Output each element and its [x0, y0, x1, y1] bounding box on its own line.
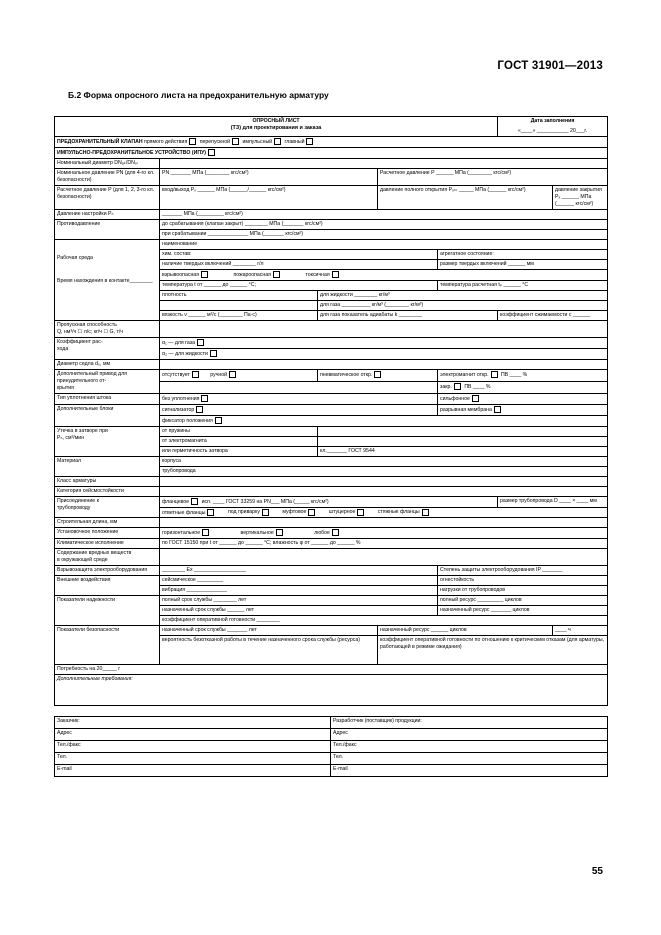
- table-row: [55, 717, 608, 729]
- mounting-position-cell: [160, 528, 608, 539]
- standard-header: ГОСТ 31901—2013: [497, 60, 603, 72]
- checkbox-vertical[interactable]: [276, 529, 283, 536]
- aux-drive-electromagnet-cell: [438, 369, 608, 381]
- reliability-full-life[interactable]: полный срок службы ________ лет: [160, 596, 438, 606]
- harmful-line2: в окружающей среде: [57, 557, 108, 564]
- aux-drive-manual-label: ручной: [210, 371, 228, 378]
- leakage-line2: Рₙ, см³/мин: [57, 434, 85, 441]
- table-row: [55, 168, 608, 185]
- fill-date-label: Дата заполнения: [530, 118, 575, 124]
- aux-drive-none-label: отсутствует: [162, 371, 190, 378]
- table-row: [55, 566, 608, 576]
- checkbox-stem-none[interactable]: [201, 395, 208, 402]
- checkbox-stem-bellow[interactable]: [472, 395, 479, 402]
- media-density-label: плотность: [160, 290, 318, 300]
- checkbox-fire-hazard[interactable]: [273, 271, 280, 278]
- stem-seal-none-label: без уплотнения: [162, 395, 200, 402]
- media-state[interactable]: агрегатное состояние:: [438, 249, 608, 259]
- checkbox-position-fixer[interactable]: [215, 417, 222, 424]
- checkbox-horizontal[interactable]: [202, 529, 209, 536]
- section-title: Б.2 Форма опросного листа на предохранительную арматуру: [68, 90, 329, 100]
- form-title-line2: (ТЗ) для проектирования и заказа: [230, 125, 322, 132]
- extra-signal-label: сигнализатор: [162, 406, 195, 413]
- table-row: [55, 518, 608, 528]
- design-pressure-value[interactable]: Расчетное давление Р ______ МПа (________ кгс/см²): [378, 168, 608, 185]
- mounting-any-label: любое: [314, 530, 330, 537]
- checkbox-coef-liquid[interactable]: [210, 350, 217, 357]
- media-chem-composition[interactable]: хим. состав:: [160, 249, 438, 259]
- table-row: [55, 576, 608, 586]
- harmful-line1: Содержание вредных веществ: [57, 550, 132, 557]
- extra-blocks-label: Дополнительные блоки: [55, 404, 160, 426]
- capacity-label: [55, 320, 160, 337]
- connection-line2: трубопроводу: [57, 504, 91, 511]
- table-row: [55, 675, 608, 706]
- connection-flange-pn[interactable]: на PN___ МПа (_____ кгс/см²): [256, 498, 329, 505]
- table-row: [55, 539, 608, 549]
- working-media-title: Рабочая среда: [57, 254, 93, 261]
- mounting-vertical-label: вертикальное: [240, 530, 274, 537]
- working-media-label: [55, 239, 160, 320]
- checkbox-drive-pneumatic[interactable]: [374, 371, 381, 378]
- stem-seal-bellow-label: сильфонное: [440, 395, 470, 402]
- media-toxic-label: токсичная: [305, 271, 330, 278]
- media-explosive-label: взрывоопасная: [162, 271, 200, 278]
- discharge-coefficient-liquid-label: α₂ — для жидкости: [162, 350, 208, 357]
- extra-membrane-cell: [438, 404, 608, 415]
- table-row: [55, 476, 608, 486]
- valve-type-opt4: главный: [284, 138, 305, 145]
- checkbox-toxic[interactable]: [332, 271, 339, 278]
- leakage-spring-cell[interactable]: от пружины: [160, 426, 318, 436]
- safety-failure-free-probability[interactable]: вероятность безотказной работы в течение назначенного срока службы (ресурса): [160, 636, 378, 665]
- media-hazard-row: [160, 270, 608, 281]
- media-compressibility[interactable]: коэффициент сжимаемости с ______: [498, 310, 608, 320]
- leakage-class-value[interactable]: кл._______ ГОСТ 9544: [318, 446, 608, 456]
- connection-flange-cell: [160, 496, 498, 507]
- table-row: [55, 337, 608, 348]
- valve-type-opt2: перепускной: [199, 138, 231, 145]
- design-pressure-label: Расчетное давление Р (для 1, 2, 3-го кл. безопасности): [55, 185, 160, 209]
- contact-time-label[interactable]: Время нахождения в контакте________: [57, 277, 153, 284]
- discharge-coefficient-liquid-row: [160, 348, 608, 359]
- explosion-protection-value[interactable]: ________ Ех __________________: [160, 566, 438, 576]
- checkbox-coef-gas[interactable]: [197, 339, 204, 346]
- capacity-label-line2: Q, нм³/ч ☐ л/с; кг/ч ☐ G, т/ч: [57, 328, 123, 335]
- reliability-assigned-resource[interactable]: назначенный ресурс _______ циклов: [438, 606, 608, 616]
- external-vibration[interactable]: вибрация ______________: [160, 586, 438, 596]
- aux-drive-line2: крытия: [57, 384, 74, 391]
- checkbox-ipu[interactable]: [208, 149, 215, 156]
- connection-clamp-label: стяжные фланцы: [377, 509, 420, 516]
- extra-membrane-label: разрывная мембрана: [440, 406, 492, 413]
- developer-label: Разработчик (поставщик) продукции:: [331, 717, 608, 729]
- checkbox-counter-flange[interactable]: [207, 509, 214, 516]
- leakage-spring-value[interactable]: [318, 426, 608, 436]
- backpressure-label: Противодавление: [55, 219, 160, 239]
- connection-flange-isp[interactable]: исп. ____ ГОСТ 33259: [201, 498, 255, 505]
- mounting-position-label: Установочное положение: [55, 528, 160, 539]
- aux-drive-pneumatic-cell: [318, 369, 438, 381]
- face-to-face-value[interactable]: [160, 518, 608, 528]
- checkbox-drive-el-open[interactable]: [491, 371, 498, 378]
- nominal-diameter-value[interactable]: [160, 158, 608, 168]
- extra-fix-cell: [160, 415, 608, 426]
- stem-seal-none-cell: [160, 393, 438, 404]
- seat-diameter-label: Диаметр седла d₀, мм: [55, 359, 160, 369]
- signature-block: [54, 716, 608, 777]
- checkbox-coupling[interactable]: [308, 509, 315, 516]
- backpressure-before[interactable]: до срабатывания (клапан закрыт) ________ МПа (_______ кгс/см²): [160, 219, 608, 229]
- checkbox-direct-action[interactable]: [189, 138, 196, 145]
- media-adiabatic[interactable]: для газа показатель адиабаты k ________: [318, 310, 498, 320]
- table-row: [55, 219, 608, 229]
- ipu-cell: [55, 147, 608, 158]
- connection-label: [55, 496, 160, 518]
- material-label: Материал: [55, 456, 160, 476]
- fill-date-value[interactable]: «____» ___________ 20___г.: [518, 128, 588, 135]
- leakage-line1: Утечка в затворе при: [57, 427, 108, 434]
- stem-seal-bellow-cell: [438, 393, 608, 404]
- media-temperature[interactable]: температура t от ______ до ______ °С;: [160, 280, 438, 290]
- discharge-coefficient-label: [55, 337, 160, 359]
- fill-date-cell: [498, 117, 608, 137]
- leakage-tightness-label: или герметичность затвора: [160, 446, 318, 456]
- backpressure-during[interactable]: при срабатывании ______________ МПа (_______ кгс/см²): [160, 229, 608, 239]
- customer-label: Заказчик:: [55, 717, 331, 729]
- external-effects-label: Внешние воздействия: [55, 576, 160, 596]
- full-open-pressure[interactable]: давление полного открытия Рₒₜₖ _____ МПа (______ кгс/см²): [378, 185, 553, 209]
- safety-hours[interactable]: ____ ч: [553, 626, 608, 636]
- set-pressure-value[interactable]: _______ МПа (_________ кгс/см²): [160, 209, 608, 219]
- material-pipe[interactable]: трубопровода: [160, 466, 608, 476]
- capacity-label-line1: Пропускная способность: [57, 321, 117, 328]
- harmful-substances-value[interactable]: [160, 549, 608, 566]
- aux-drive-label: [55, 369, 160, 393]
- media-name-row[interactable]: наименование: [160, 239, 608, 249]
- table-row: [55, 549, 608, 566]
- table-row: [55, 741, 608, 753]
- aux-drive-close-cell: [438, 381, 608, 393]
- table-row: [55, 137, 608, 148]
- external-seismic[interactable]: сейсмическое _________: [160, 576, 438, 586]
- table-row: [55, 393, 608, 404]
- table-row: [55, 626, 608, 636]
- form-title-line1: ОПРОСНЫЙ ЛИСТ: [252, 118, 300, 124]
- media-viscosity[interactable]: вязкость ν ______ м²/с (________ Па·с): [160, 310, 318, 320]
- customer-tel[interactable]: Тел.: [55, 753, 331, 765]
- harmful-substances-label: [55, 549, 160, 566]
- material-body[interactable]: корпуса: [160, 456, 608, 466]
- media-density-gas[interactable]: для газа __________ кг/м³ (________ кг/м³): [318, 300, 608, 310]
- table-row: [55, 765, 608, 777]
- leakage-label: [55, 426, 160, 456]
- face-to-face-label: Строительная длина, мм: [55, 518, 160, 528]
- valve-type-opt3: импульсный: [242, 138, 273, 145]
- discharge-coefficient-gas-row: [160, 337, 608, 348]
- table-row: [55, 528, 608, 539]
- connection-weld-label: под приварку: [227, 509, 260, 516]
- aux-drive-el-label: электромагнит откр.: [440, 371, 489, 378]
- aux-drive-pneumatic-label: пневматическое откр.: [320, 371, 373, 378]
- media-solids[interactable]: наличие твердых включений ________ г/л: [160, 259, 438, 269]
- external-pipe-loads[interactable]: нагрузки от трубопроводов: [438, 586, 608, 596]
- additional-requirements-label[interactable]: Дополнительные требования:: [55, 675, 608, 706]
- valve-type-opt1: прямого действия: [144, 138, 188, 145]
- safety-assigned-life[interactable]: назначенный срок службы _______ лет: [160, 626, 378, 636]
- set-pressure-label: Давление настройки Рₙ: [55, 209, 160, 219]
- demand-row[interactable]: Потребность на 20_____ г: [55, 665, 608, 675]
- leakage-em-value[interactable]: [318, 436, 608, 446]
- table-row: [55, 496, 608, 507]
- mounting-horizontal-label: горизонтальное: [162, 530, 201, 537]
- extra-signal-cell: [160, 404, 438, 415]
- checkbox-clamp[interactable]: [422, 509, 429, 516]
- connection-coupling-label: муфтовое: [282, 509, 307, 516]
- checkbox-weld[interactable]: [262, 509, 269, 516]
- table-row: [55, 729, 608, 741]
- table-row: [55, 117, 608, 137]
- inlet-outlet-pressure[interactable]: вход/выход Рₓ ______ МПа (______/______ кгс/см²): [160, 185, 378, 209]
- developer-telfax[interactable]: Тел./факс: [331, 741, 608, 753]
- seat-diameter-value[interactable]: [160, 359, 608, 369]
- table-row: [55, 426, 608, 436]
- checkbox-impulse[interactable]: [274, 138, 281, 145]
- table-row: [55, 158, 608, 168]
- connection-nipple-label: штуцерное: [328, 509, 356, 516]
- aux-drive-none-cell: [160, 369, 318, 381]
- reliability-readiness-coef[interactable]: коэффициент оперативной готовности ________: [160, 616, 608, 626]
- aux-drive-zakr-label: закр.: [440, 383, 452, 390]
- customer-telfax[interactable]: Тел./факс: [55, 741, 331, 753]
- climate-label: Климатическое исполнение: [55, 539, 160, 549]
- valve-class-label: Класс арматуры: [55, 476, 160, 486]
- checkbox-explosive[interactable]: [201, 271, 208, 278]
- form-title-cell: [55, 117, 498, 137]
- table-row: [55, 753, 608, 765]
- table-row: [55, 486, 608, 496]
- table-row: [55, 209, 608, 219]
- table-row: [55, 665, 608, 675]
- table-row: [55, 359, 608, 369]
- ip-rating-value[interactable]: Степень защиты электрооборудования IP _______: [438, 566, 608, 576]
- table-row: [55, 456, 608, 466]
- media-density-liquid[interactable]: для жидкости ________ кг/м³: [318, 290, 608, 300]
- media-temperature-calc[interactable]: температура расчетная tₚ ______ °С: [438, 280, 608, 290]
- table-row: [55, 147, 608, 158]
- developer-address[interactable]: Адрес: [331, 729, 608, 741]
- connection-line1: Присоединение к: [57, 497, 99, 504]
- reliability-assigned-life[interactable]: назначенный срок службы ______ лет: [160, 606, 438, 616]
- checkbox-membrane[interactable]: [494, 406, 501, 413]
- aux-drive-close-blank: [160, 381, 438, 393]
- external-fire-resistance[interactable]: огнестойкость: [438, 576, 608, 586]
- developer-email[interactable]: E-mail: [331, 765, 608, 777]
- seismic-category-label: Категория сейсмостойкости: [55, 486, 160, 496]
- aux-drive-pv2[interactable]: ПВ ____ %: [464, 383, 491, 390]
- table-row: [55, 239, 608, 249]
- checkbox-drive-none[interactable]: [192, 371, 199, 378]
- media-fire-label: пожароопасная: [233, 271, 271, 278]
- reliability-full-resource[interactable]: полный ресурс _________ циклов: [438, 596, 608, 606]
- seismic-category-value[interactable]: [160, 486, 608, 496]
- customer-email[interactable]: E-mail: [55, 765, 331, 777]
- nominal-pressure-label: Номинальное давление PN (для 4-го кл. безопасности): [55, 168, 160, 185]
- nominal-pressure-value[interactable]: PN _______ МПа (________ кгс/см²): [160, 168, 378, 185]
- connection-counter-label: ответные фланцы: [162, 509, 206, 516]
- safety-assigned-resource[interactable]: назначенный ресурс ______ циклов: [378, 626, 553, 636]
- discharge-coefficient-gas-label: α₁ — для газа: [162, 339, 195, 346]
- table-row: [55, 185, 608, 209]
- page-number: 55: [591, 866, 603, 877]
- safety-critical-readiness-coef[interactable]: коэффициент оперативной готовности по отношению к критическим отказам (для арматуры, работающей в режиме ожидания): [378, 636, 608, 665]
- capacity-value[interactable]: [160, 320, 608, 337]
- checkbox-flange[interactable]: [191, 498, 198, 505]
- close-pressure[interactable]: давление закрытия Рₓ ______ МПа (______ кгс/см²): [553, 185, 608, 209]
- checkbox-drive-manual[interactable]: [229, 371, 236, 378]
- leakage-em-cell[interactable]: от электромагнита: [160, 436, 318, 446]
- valve-type-label: ПРЕДОХРАНИТЕЛЬНЫЙ КЛАПАН: [57, 138, 143, 145]
- developer-tel[interactable]: Тел.: [331, 753, 608, 765]
- checkbox-bypass[interactable]: [232, 138, 239, 145]
- table-row: [55, 369, 608, 381]
- table-row: [55, 320, 608, 337]
- connection-pipe-size[interactable]: размер трубопровода D ____ × ____ мм: [498, 496, 608, 507]
- questionnaire-form: [54, 116, 608, 706]
- connection-options-cell: [160, 507, 608, 518]
- nominal-diameter-label: Номинальный диаметр DNₐₖ/DNₒₗ: [55, 158, 160, 168]
- reliability-label: Показатели надежности: [55, 596, 160, 626]
- customer-address[interactable]: Адрес: [55, 729, 331, 741]
- discharge-coefficient-line2: хода: [57, 346, 69, 352]
- aux-drive-pv1[interactable]: ПВ ____ %: [501, 371, 528, 378]
- extra-fix-label: фиксатор положения: [162, 417, 213, 424]
- table-row: [55, 596, 608, 606]
- media-density-gas-label: [160, 300, 318, 310]
- connection-flange-label: фланцевое: [162, 498, 190, 505]
- checkbox-drive-el-close[interactable]: [454, 383, 461, 390]
- checkbox-signal[interactable]: [196, 406, 203, 413]
- valve-class-value[interactable]: [160, 476, 608, 486]
- checkbox-nipple[interactable]: [357, 509, 364, 516]
- media-solids-size[interactable]: размер твердых включений ______ мм: [438, 259, 608, 269]
- explosion-protection-label: Взрывозащита электрооборудования: [55, 566, 160, 576]
- stem-seal-label: Тип уплотнения штока: [55, 393, 160, 404]
- discharge-coefficient-line1: Коэффициент рас-: [57, 338, 103, 345]
- ipu-label: ИМПУЛЬСНО-ПРЕДОХРАНИТЕЛЬНОЕ УСТРОЙСТВО (ИПУ): [57, 149, 207, 156]
- aux-drive-line1: Дополнительный привод для принудительного от-: [57, 370, 127, 384]
- valve-type-cell: [55, 137, 608, 148]
- table-row: [55, 404, 608, 415]
- checkbox-main[interactable]: [306, 138, 313, 145]
- climate-value[interactable]: по ГОСТ 15150 при t от ______ до ______ °С; влажность φ от ______ до ______ %: [160, 539, 608, 549]
- safety-label: Показатели безопасности: [55, 626, 160, 665]
- checkbox-any-position[interactable]: [332, 529, 339, 536]
